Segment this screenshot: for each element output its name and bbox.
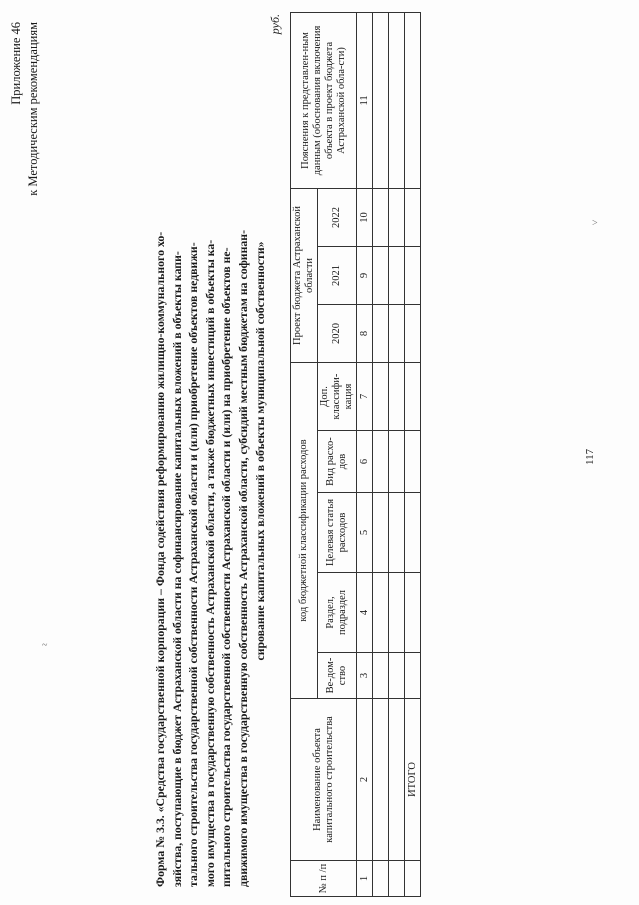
table-cell (389, 247, 405, 305)
column-number: 10 (357, 188, 373, 246)
table-cell (373, 573, 389, 653)
table-cell (405, 188, 421, 246)
page-number: 117 (584, 448, 596, 465)
form-title-line: движимого имущества в государственную собственность Астраханской области, субсидий местным бюджетам на софинан- (235, 229, 250, 887)
table-cell (389, 699, 405, 861)
form-title-line: сирование капитальных вложений в объекты муниципальной собственности» (252, 241, 267, 661)
form-title-line: Форма № 3.3. «Средства государственной корпорации – Фонда содействия реформированию жилищно-коммунального хо- (153, 231, 167, 887)
column-number: 5 (357, 493, 373, 573)
table-row (389, 12, 405, 896)
unit-label: руб. (268, 14, 282, 35)
column-number: 2 (357, 699, 373, 861)
table-cell (373, 305, 389, 363)
column-number: 3 (357, 653, 373, 699)
form-title-line: тального строительства государственной собственности Астраханской области и (или) приобретение объектов недвижи- (186, 242, 201, 887)
header-num: № п /п (291, 861, 357, 897)
header-explanation: Пояснения к представлен-ным данным (обоснования включения объекта в проект бюджета Астраханской обла-сти) (291, 12, 357, 188)
table-cell (405, 431, 421, 493)
column-number: 11 (357, 12, 373, 188)
header-row (291, 12, 318, 896)
total-row (405, 12, 421, 896)
table-cell (389, 363, 405, 431)
header-budget-code: код бюджетной классификации расходов (291, 363, 318, 699)
table-cell (389, 861, 405, 897)
scan-mark: ~ (42, 640, 48, 651)
column-number: 7 (357, 363, 373, 431)
form-title-line: мого имущества в государственную собственность Астраханской области, а также бюджетных инвестиций в объекты ка- (202, 239, 217, 887)
table-cell (389, 493, 405, 573)
header-year-2022: 2022 (318, 188, 357, 246)
header-expense-type: Вид расхо-дов (318, 431, 357, 493)
form-title-line: питального строительства государственной собственности Астраханской области и (или) на приобретение объектов не- (219, 247, 234, 887)
appendix-line1: Приложение 46 (9, 22, 23, 105)
table-cell (373, 699, 389, 861)
header-project: Проект бюджета Астраханской области (291, 188, 318, 362)
form-title (152, 15, 268, 887)
header-additional: Доп. классифи-кация (318, 363, 357, 431)
column-number-row (357, 12, 373, 896)
table-cell (389, 431, 405, 493)
header-year-2021: 2021 (318, 247, 357, 305)
table-cell (405, 363, 421, 431)
scan-mark: > (592, 218, 598, 229)
table-cell (389, 653, 405, 699)
table-cell (373, 247, 389, 305)
column-number: 1 (357, 861, 373, 897)
form-title-line: зяйства, поступающие в бюджет Астраханской области на софинансирование капитальных вложений в объекты капи- (169, 251, 184, 887)
header-target-article: Целевая статья расходов (318, 493, 357, 573)
table-cell (373, 363, 389, 431)
table-row (373, 12, 389, 896)
data-table (290, 12, 421, 897)
table-cell (373, 653, 389, 699)
column-number: 8 (357, 305, 373, 363)
header-object-name: Наименование объекта капитального строительства (291, 699, 357, 861)
table-cell (405, 573, 421, 653)
header-department: Ве-дом-ство (318, 653, 357, 699)
table-cell (405, 12, 421, 188)
table-cell (405, 305, 421, 363)
table-cell (405, 247, 421, 305)
table-cell (405, 493, 421, 573)
table-cell (389, 573, 405, 653)
table-cell (373, 493, 389, 573)
table-cell (389, 12, 405, 188)
table-cell (373, 188, 389, 246)
table-cell (373, 12, 389, 188)
appendix-note (8, 22, 42, 196)
table-cell (389, 305, 405, 363)
table-cell (373, 431, 389, 493)
header-section: Раздел, подраздел (318, 573, 357, 653)
column-number: 6 (357, 431, 373, 493)
appendix-line2: к Методическим рекомендациям (26, 22, 40, 196)
table-cell (405, 861, 421, 897)
table-cell (389, 188, 405, 246)
total-label: ИТОГО (405, 699, 421, 861)
header-year-2020: 2020 (318, 305, 357, 363)
column-number: 9 (357, 247, 373, 305)
table-cell (373, 861, 389, 897)
column-number: 4 (357, 573, 373, 653)
table-cell (405, 653, 421, 699)
